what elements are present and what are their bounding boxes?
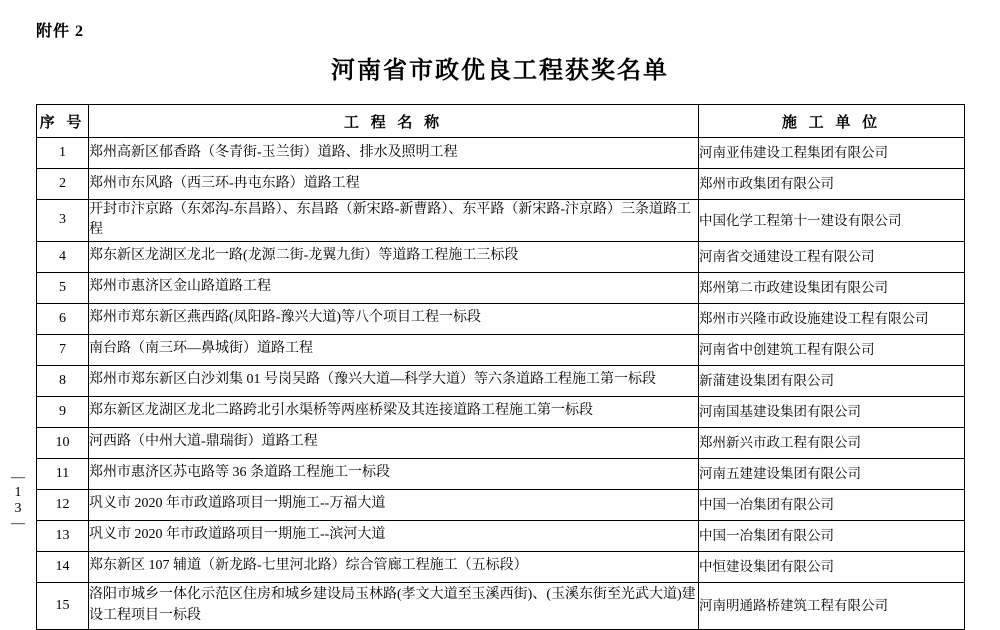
table-row [37,396,965,427]
page-number-mark-0: — [11,470,25,485]
table-row [37,520,965,551]
cell-project-name: 南台路（南三环—鼻城街）道路工程 [89,334,699,365]
cell-project-name: 郑州市惠济区金山路道路工程 [89,272,699,303]
cell-no: 13 [37,520,89,551]
cell-construction-unit: 郑州第二市政建设集团有限公司 [699,272,965,303]
cell-no: 2 [37,169,89,200]
cell-no: 4 [37,241,89,272]
page-title: 河南省市政优良工程获奖名单 [331,58,669,84]
cell-project-name: 河西路（中州大道-鼎瑞街）道路工程 [89,427,699,458]
cell-construction-unit: 河南国基建设集团有限公司 [699,396,965,427]
attachment-label: 附件 2 [36,23,85,40]
table-row [37,458,965,489]
page-number-mark-3: — [11,516,25,532]
table-row [37,169,965,200]
table-row [37,427,965,458]
cell-project-name: 郑州市郑东新区燕西路(凤阳路-豫兴大道)等八个项目工程一标段 [89,303,699,334]
cell-no: 3 [37,200,89,242]
cell-project-name: 郑东新区 107 辅道（新龙路-七里河北路）综合管廊工程施工（五标段） [89,551,699,582]
cell-project-name: 洛阳市城乡一体化示范区住房和城乡建设局玉林路(孝文大道至玉溪西街)、(玉溪东街至光武大道)建设工程项目一标段 [89,582,699,629]
cell-project-name: 郑州市东风路（西三环-冉屯东路）道路工程 [89,169,699,200]
table-row [37,200,965,242]
cell-no: 5 [37,272,89,303]
cell-construction-unit: 中恒建设集团有限公司 [699,551,965,582]
cell-project-name: 郑州市惠济区苏屯路等 36 条道路工程施工一标段 [89,458,699,489]
cell-project-name: 开封市汴京路（东郊沟-东昌路）、东昌路（新宋路-新曹路）、东平路（新宋路-汴京路）三条道路工程 [89,200,699,242]
cell-construction-unit: 郑州市政集团有限公司 [699,169,965,200]
cell-construction-unit: 河南省交通建设工程有限公司 [699,241,965,272]
cell-no: 12 [37,489,89,520]
table-row [37,489,965,520]
cell-construction-unit: 郑州市兴隆市政设施建设工程有限公司 [699,303,965,334]
cell-construction-unit: 河南亚伟建设工程集团有限公司 [699,138,965,169]
award-list-table [36,104,965,630]
cell-construction-unit: 新蒲建设集团有限公司 [699,365,965,396]
page-number-mark-2: 3 [14,500,22,516]
page-number [6,470,30,532]
cell-construction-unit: 中国一冶集团有限公司 [699,520,965,551]
cell-no: 15 [37,582,89,629]
table-row [37,303,965,334]
cell-project-name: 郑州高新区郁香路（冬青街-玉兰街）道路、排水及照明工程 [89,138,699,169]
table-row [37,551,965,582]
table-row [37,334,965,365]
cell-project-name: 郑州市郑东新区白沙刘集 01 号岗吴路（豫兴大道—科学大道）等六条道路工程施工第一标段 [89,365,699,396]
cell-no: 14 [37,551,89,582]
table-row [37,582,965,629]
page-number-mark-1: 1 [14,485,22,501]
cell-construction-unit: 河南五建建设集团有限公司 [699,458,965,489]
cell-no: 9 [37,396,89,427]
cell-project-name: 郑东新区龙湖区龙北二路跨北引水渠桥等两座桥梁及其连接道路工程施工第一标段 [89,396,699,427]
table-row [37,138,965,169]
cell-construction-unit: 河南明通路桥建筑工程有限公司 [699,582,965,629]
cell-construction-unit: 河南省中创建筑工程有限公司 [699,334,965,365]
cell-project-name: 巩义市 2020 年市政道路项目一期施工--滨河大道 [89,520,699,551]
column-header-no: 序 号 [37,105,89,138]
cell-construction-unit: 郑州新兴市政工程有限公司 [699,427,965,458]
cell-project-name: 巩义市 2020 年市政道路项目一期施工--万福大道 [89,489,699,520]
award-list-table-container [36,104,964,630]
cell-project-name: 郑东新区龙湖区龙北一路(龙源二街-龙翼九街）等道路工程施工三标段 [89,241,699,272]
cell-no: 7 [37,334,89,365]
cell-construction-unit: 中国一冶集团有限公司 [699,489,965,520]
table-row [37,241,965,272]
column-header-construction-unit: 施 工 单 位 [699,105,965,138]
table-row [37,365,965,396]
cell-no: 10 [37,427,89,458]
cell-construction-unit: 中国化学工程第十一建设有限公司 [699,200,965,242]
cell-no: 11 [37,458,89,489]
table-row [37,272,965,303]
cell-no: 8 [37,365,89,396]
cell-no: 6 [37,303,89,334]
table-header-row [37,105,965,138]
cell-no: 1 [37,138,89,169]
column-header-project-name: 工 程 名 称 [89,105,699,138]
